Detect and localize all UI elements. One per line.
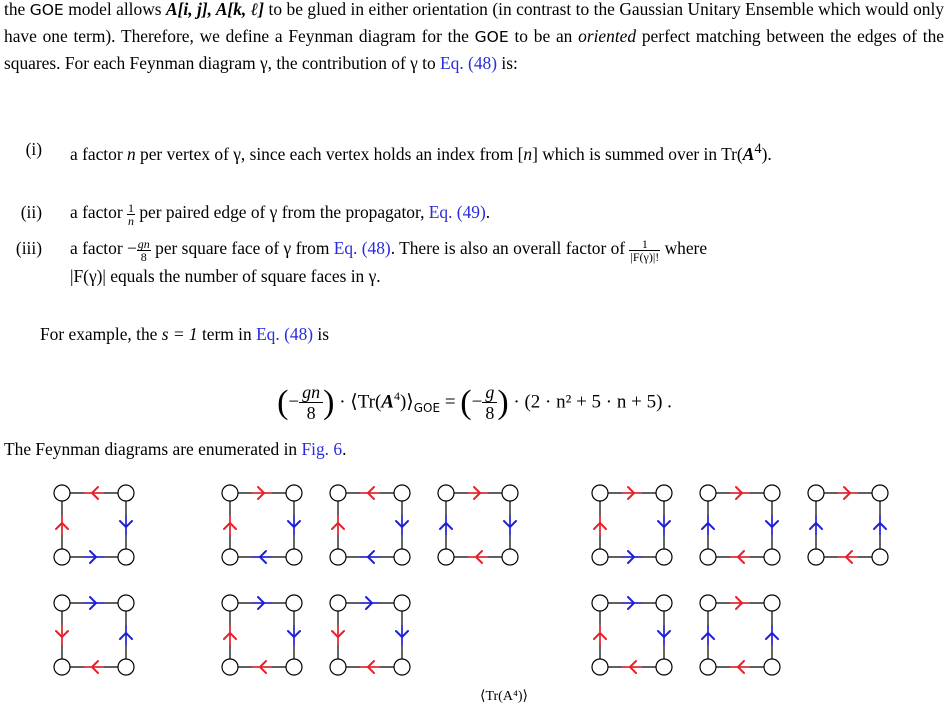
list-item-body: a factor $\frac{1}{n}$ per paired edge of γ from the propagator, Eq. (49). (70, 200, 491, 228)
vertex-node (394, 659, 410, 675)
vertex-node (502, 549, 518, 565)
vertex-node (54, 595, 70, 611)
enumerated-sentence: The Feynman diagrams are enumerated in Fig. 6. (4, 439, 347, 459)
vertex-node (808, 485, 824, 501)
math-inline: A[i, j], A[k, ℓ] (166, 0, 265, 19)
vertex-node (764, 485, 780, 501)
text: perfect matching between the edges of the squares. For each Feynman diagram γ, the contribution of γ to (4, 26, 944, 73)
text: to be glued in either orientation (in contrast to the Gaussian Unitary Ensemble which would only have one term). Therefore, we define a Feynman diagram for the (4, 0, 944, 46)
vertex-node (118, 659, 134, 675)
vertex-node (222, 485, 238, 501)
vertex-node (394, 595, 410, 611)
vertex-node (330, 549, 346, 565)
vertex-node (764, 659, 780, 675)
vertex-node (222, 659, 238, 675)
vertex-node (394, 549, 410, 565)
vertex-node (286, 595, 302, 611)
vertex-node (330, 485, 346, 501)
display-equation: (− $\frac{gn}{8}$ ) · $⟨Tr(A^4)⟩_{GOE}$ = (− $\frac{g}{8}$ ) · (2 · n² + 5 · n + 5) . (277, 382, 672, 424)
text: to be an (508, 26, 579, 46)
emphasis: oriented (578, 26, 637, 46)
paragraph-intro (4, 0, 944, 76)
vertex-node (656, 485, 672, 501)
vertex-node (54, 659, 70, 675)
vertex-node (222, 595, 238, 611)
vertex-node (808, 549, 824, 565)
vertex-node (764, 595, 780, 611)
fraction: $\frac{1}{|F(\gamma)|!}$ (630, 236, 660, 264)
vertex-node (54, 549, 70, 565)
figure-link[interactable]: Fig. 6 (301, 439, 343, 459)
goe-label: GOE (474, 28, 509, 46)
vertex-node (592, 659, 608, 675)
vertex-node (700, 595, 716, 611)
list-item-i (4, 136, 944, 190)
vertex-node (656, 595, 672, 611)
vertex-node (502, 485, 518, 501)
text: model allows (63, 0, 166, 19)
vertex-node (592, 549, 608, 565)
list-item-iii (4, 235, 944, 291)
vertex-node (286, 549, 302, 565)
list-item-body: a factor n per vertex of γ, since each vertex holds an index from [n] which is summed over in $Tr(A^4)$. (70, 141, 772, 164)
list-label: (ii) (20, 202, 42, 222)
vertex-node (656, 659, 672, 675)
example-sentence: For example, the s = 1 term in Eq. (48) is (40, 324, 330, 344)
vertex-node (118, 485, 134, 501)
vertex-node (118, 595, 134, 611)
vertex-node (592, 485, 608, 501)
vertex-node (54, 485, 70, 501)
equation-link[interactable]: Eq. (48) (256, 324, 314, 344)
vertex-node (394, 485, 410, 501)
vertex-node (592, 595, 608, 611)
vertex-node (872, 485, 888, 501)
fraction: $\frac{1}{n}$ (127, 200, 134, 228)
vertex-node (330, 659, 346, 675)
vertex-node (764, 549, 780, 565)
equation-link[interactable]: Eq. (48) (440, 53, 498, 73)
list-item-body: a factor − $\frac{gn}{8}$ per square face of γ from Eq. (48). There is also an overall factor of $\frac{1}{|F(\gamma)|!}$ where |F(γ)| equals the number of square faces in γ. (70, 236, 708, 286)
list-item-ii (4, 199, 944, 227)
fraction: $\frac{g}{8}$ (482, 382, 497, 423)
vertex-node (330, 595, 346, 611)
vertex-node (700, 549, 716, 565)
vertex-node (700, 485, 716, 501)
vertex-node (118, 549, 134, 565)
list-label: (iii) (15, 238, 42, 258)
vertex-node (438, 485, 454, 501)
vertex-node (286, 659, 302, 675)
fraction: $\frac{gn}{8}$ (299, 382, 323, 423)
caption-fragment: ⟨Tr(A⁴)⟩ (480, 689, 528, 704)
equation-link[interactable]: Eq. (48) (333, 238, 391, 258)
vertex-node (438, 549, 454, 565)
feynman-diagrams-figure (0, 470, 949, 705)
vertex-node (222, 549, 238, 565)
vertex-node (656, 549, 672, 565)
vertex-node (872, 549, 888, 565)
text: the (4, 0, 30, 19)
text: is: (497, 53, 518, 73)
equation-link[interactable]: Eq. (49) (428, 202, 486, 222)
vertex-node (700, 659, 716, 675)
fraction: $\frac{gn}{8}$ (137, 236, 150, 264)
goe-label: GOE (29, 1, 64, 19)
list-label: (i) (25, 139, 42, 159)
vertex-node (286, 485, 302, 501)
